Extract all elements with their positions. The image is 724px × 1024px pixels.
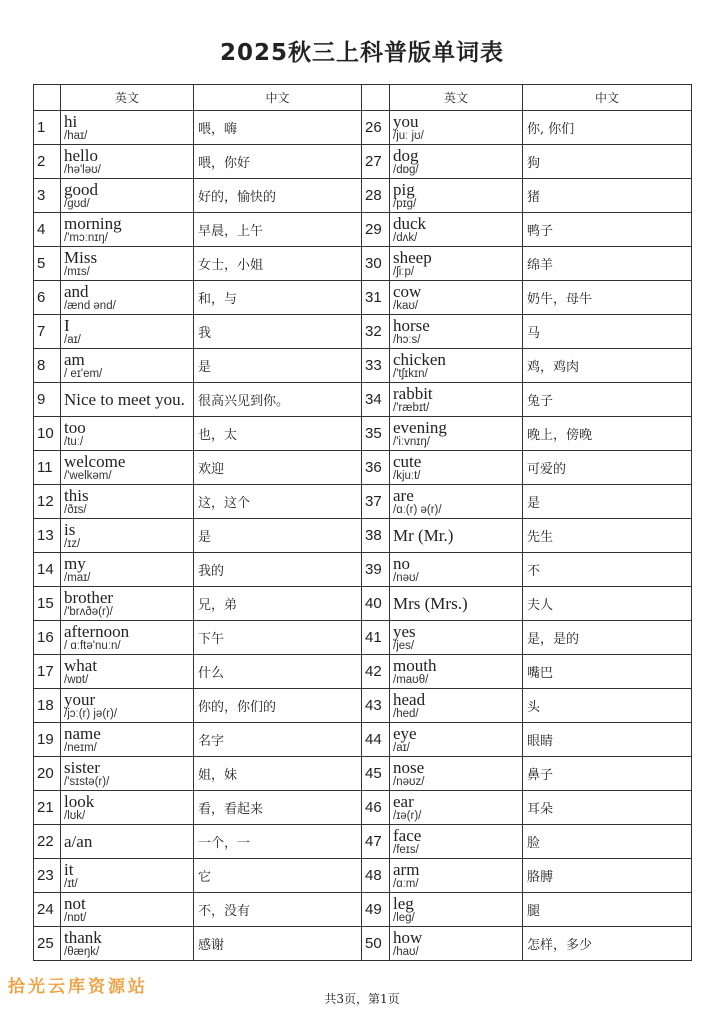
- english-word: are: [393, 485, 414, 505]
- english-word: Miss: [64, 247, 98, 267]
- english-word: arm: [393, 859, 420, 879]
- word-number: 36: [362, 451, 390, 485]
- english-word: this: [64, 485, 89, 505]
- word-chinese: 晚上，傍晚: [523, 417, 692, 451]
- word-english: [390, 791, 523, 825]
- word-chinese: 夫人: [523, 587, 692, 621]
- table-row: [34, 689, 692, 723]
- phonetic: /ɑː(r) ə(r)/: [393, 503, 442, 516]
- word-chinese: 头: [523, 689, 692, 723]
- table-row: [34, 213, 692, 247]
- word-chinese: 感谢: [194, 927, 362, 961]
- english-word: chicken: [393, 349, 446, 369]
- table-row: [34, 179, 692, 213]
- table-row: [34, 417, 692, 451]
- word-chinese: 你, 你们: [523, 111, 692, 145]
- word-chinese: 我: [194, 315, 362, 349]
- phonetic: /'iːvnɪŋ/: [393, 435, 430, 448]
- phonetic: /haɪ/: [64, 129, 88, 142]
- english-word: leg: [393, 893, 414, 913]
- word-english: [390, 451, 523, 485]
- word-english: [61, 315, 194, 349]
- word-chinese: 兔子: [523, 383, 692, 417]
- english-word: afternoon: [64, 621, 130, 641]
- table-row: [34, 553, 692, 587]
- word-chinese: 先生: [523, 519, 692, 553]
- word-chinese: 什么: [194, 655, 362, 689]
- word-chinese: 我的: [194, 553, 362, 587]
- table-header-row: [34, 85, 692, 111]
- word-english: [390, 315, 523, 349]
- phonetic: /ɪz/: [64, 537, 81, 550]
- phonetic: /gʊd/: [64, 197, 90, 210]
- english-word: ear: [393, 791, 414, 811]
- table-row: [34, 927, 692, 961]
- word-english: [390, 417, 523, 451]
- word-chinese: 绵羊: [523, 247, 692, 281]
- word-english: [61, 383, 194, 417]
- word-number: 30: [362, 247, 390, 281]
- word-chinese: 好的，愉快的: [194, 179, 362, 213]
- word-english: [61, 757, 194, 791]
- word-chinese: 名字: [194, 723, 362, 757]
- word-chinese: 鼻子: [523, 757, 692, 791]
- word-number: 45: [362, 757, 390, 791]
- phonetic: /jes/: [393, 639, 415, 652]
- table-row: [34, 791, 692, 825]
- english-word: how: [393, 927, 423, 947]
- phonetic: /aɪ/: [393, 741, 410, 754]
- english-word: it: [64, 859, 74, 879]
- phonetic: /nɒt/: [64, 911, 87, 924]
- word-english: [61, 485, 194, 519]
- english-word: too: [64, 417, 86, 437]
- word-english: [61, 655, 194, 689]
- header-english: 英文: [61, 85, 194, 111]
- table-row: [34, 859, 692, 893]
- english-word: my: [64, 553, 86, 573]
- word-english: [61, 111, 194, 145]
- word-chinese: 眼睛: [523, 723, 692, 757]
- word-chinese: 是: [523, 485, 692, 519]
- word-english: [61, 519, 194, 553]
- word-chinese: 喂，你好: [194, 145, 362, 179]
- english-word: head: [393, 689, 426, 709]
- phonetic: /lʊk/: [64, 809, 86, 822]
- phonetic: /hə'ləʊ/: [64, 163, 101, 176]
- phonetic: /ɑːm/: [393, 877, 419, 890]
- english-word: hi: [64, 111, 78, 131]
- word-number: 6: [34, 281, 61, 315]
- english-word: cow: [393, 281, 422, 301]
- phonetic: /wɒt/: [64, 673, 89, 686]
- header-number: [34, 85, 61, 111]
- word-number: 15: [34, 587, 61, 621]
- word-number: 21: [34, 791, 61, 825]
- english-word: am: [64, 349, 85, 369]
- word-chinese: 猪: [523, 179, 692, 213]
- page-title: 2025秋三上科普版单词表: [219, 40, 504, 66]
- word-number: 22: [34, 825, 61, 859]
- word-number: 13: [34, 519, 61, 553]
- table-row: [34, 757, 692, 791]
- word-english: [390, 213, 523, 247]
- word-number: 17: [34, 655, 61, 689]
- english-word: duck: [393, 213, 427, 233]
- word-english: [61, 281, 194, 315]
- phonetic: /'welkəm/: [64, 469, 112, 482]
- english-word: good: [64, 179, 98, 199]
- table-row: [34, 383, 692, 417]
- phonetic: /'ræbɪt/: [393, 401, 430, 414]
- word-chinese: 你的，你们的: [194, 689, 362, 723]
- phonetic: /nəʊz/: [393, 775, 425, 788]
- english-word: look: [64, 791, 95, 811]
- word-english: [61, 451, 194, 485]
- phonetic: /haʊ/: [393, 945, 419, 958]
- english-word: brother: [64, 587, 114, 607]
- table-row: [34, 451, 692, 485]
- word-chinese: 兄，弟: [194, 587, 362, 621]
- word-chinese: 嘴巴: [523, 655, 692, 689]
- word-chinese: 很高兴见到你。: [194, 383, 362, 417]
- english-word: what: [64, 655, 98, 675]
- word-number: 26: [362, 111, 390, 145]
- word-number: 40: [362, 587, 390, 621]
- word-english: [390, 111, 523, 145]
- word-chinese: 鸭子: [523, 213, 692, 247]
- word-chinese: 脸: [523, 825, 692, 859]
- phonetic: / ɑːftə'nuːn/: [64, 639, 121, 652]
- header-chinese: 中文: [194, 85, 362, 111]
- word-number: 25: [34, 927, 61, 961]
- english-word: your: [64, 689, 96, 709]
- word-number: 28: [362, 179, 390, 213]
- word-chinese: 是，是的: [523, 621, 692, 655]
- word-english: [390, 859, 523, 893]
- header-english: 英文: [390, 85, 523, 111]
- table-row: [34, 281, 692, 315]
- table-row: [34, 587, 692, 621]
- word-chinese: 马: [523, 315, 692, 349]
- word-chinese: 奶牛，母牛: [523, 281, 692, 315]
- word-english: [61, 349, 194, 383]
- english-word: evening: [393, 417, 447, 437]
- word-chinese: 女士，小姐: [194, 247, 362, 281]
- word-english: [390, 485, 523, 519]
- word-chinese: 早晨，上午: [194, 213, 362, 247]
- english-word: is: [64, 519, 76, 539]
- word-chinese: 是: [194, 519, 362, 553]
- word-english: [61, 723, 194, 757]
- word-number: 5: [34, 247, 61, 281]
- word-number: 27: [362, 145, 390, 179]
- word-english: [61, 791, 194, 825]
- word-chinese: 怎样，多少: [523, 927, 692, 961]
- word-number: 32: [362, 315, 390, 349]
- phonetic: /ʃiːp/: [393, 265, 415, 278]
- table-row: [34, 893, 692, 927]
- word-english: [61, 689, 194, 723]
- word-english: [390, 383, 523, 417]
- phonetic: /'mɔːnɪŋ/: [64, 231, 108, 244]
- table-row: [34, 621, 692, 655]
- word-english: [390, 689, 523, 723]
- word-number: 47: [362, 825, 390, 859]
- word-english: [61, 587, 194, 621]
- table-row: [34, 349, 692, 383]
- word-chinese: 一个，一: [194, 825, 362, 859]
- word-number: 16: [34, 621, 61, 655]
- vocabulary-table: [33, 84, 692, 961]
- english-word: horse: [393, 315, 430, 335]
- word-english: [61, 893, 194, 927]
- word-chinese: 和，与: [194, 281, 362, 315]
- word-number: 37: [362, 485, 390, 519]
- word-chinese: 不: [523, 553, 692, 587]
- word-number: 7: [34, 315, 61, 349]
- word-english: [390, 621, 523, 655]
- english-word: face: [393, 825, 422, 845]
- phonetic: /'sɪstə(r)/: [64, 775, 110, 788]
- english-word: Nice to meet you.: [64, 390, 185, 409]
- english-word: no: [393, 553, 410, 573]
- phonetic: /mɪs/: [64, 265, 90, 278]
- english-word: Mrs (Mrs.): [393, 594, 468, 613]
- english-word: yes: [393, 621, 416, 641]
- english-word: dog: [393, 145, 419, 165]
- phonetic: /hed/: [393, 707, 419, 720]
- phonetic: /maʊθ/: [393, 673, 429, 686]
- english-word: nose: [393, 757, 425, 777]
- word-english: [390, 927, 523, 961]
- english-word: thank: [64, 927, 102, 947]
- phonetic: /ɪt/: [64, 877, 78, 890]
- phonetic: /'brʌðə(r)/: [64, 605, 113, 618]
- word-number: 43: [362, 689, 390, 723]
- word-number: 12: [34, 485, 61, 519]
- word-english: [390, 655, 523, 689]
- word-number: 1: [34, 111, 61, 145]
- table-row: [34, 111, 692, 145]
- word-number: 20: [34, 757, 61, 791]
- english-word: sheep: [393, 247, 432, 267]
- word-chinese: 喂，嗨: [194, 111, 362, 145]
- phonetic: / eɪ'em/: [64, 367, 103, 380]
- word-english: [61, 417, 194, 451]
- english-word: a/an: [64, 832, 93, 851]
- table-row: [34, 247, 692, 281]
- word-number: 31: [362, 281, 390, 315]
- word-chinese: 腿: [523, 893, 692, 927]
- phonetic: /neɪm/: [64, 741, 97, 754]
- word-english: [390, 519, 523, 553]
- word-number: 44: [362, 723, 390, 757]
- phonetic: /maɪ/: [64, 571, 91, 584]
- word-chinese: 姐，妹: [194, 757, 362, 791]
- word-number: 19: [34, 723, 61, 757]
- english-word: not: [64, 893, 86, 913]
- word-chinese: 鸡，鸡肉: [523, 349, 692, 383]
- phonetic: /leg/: [393, 911, 415, 924]
- word-number: 9: [34, 383, 61, 417]
- table-row: [34, 825, 692, 859]
- english-word: name: [64, 723, 101, 743]
- english-word: cute: [393, 451, 422, 471]
- word-english: [390, 893, 523, 927]
- word-number: 10: [34, 417, 61, 451]
- word-english: [61, 213, 194, 247]
- phonetic: /dɒg/: [393, 163, 419, 176]
- phonetic: /'tʃɪkɪn/: [393, 367, 428, 380]
- english-word: welcome: [64, 451, 126, 471]
- word-english: [61, 859, 194, 893]
- phonetic: /ænd ənd/: [64, 299, 116, 312]
- word-number: 24: [34, 893, 61, 927]
- word-number: 46: [362, 791, 390, 825]
- phonetic: /pɪg/: [393, 197, 417, 210]
- english-word: eye: [393, 723, 417, 743]
- word-english: [61, 179, 194, 213]
- word-number: 38: [362, 519, 390, 553]
- phonetic: /hɔːs/: [393, 333, 421, 346]
- word-number: 23: [34, 859, 61, 893]
- header-chinese: 中文: [523, 85, 692, 111]
- watermark: 拾光云库资源站: [8, 977, 148, 997]
- phonetic: /feɪs/: [393, 843, 419, 856]
- word-english: [390, 179, 523, 213]
- phonetic: /nəʊ/: [393, 571, 419, 584]
- word-chinese: 是: [194, 349, 362, 383]
- word-number: 34: [362, 383, 390, 417]
- word-chinese: 这，这个: [194, 485, 362, 519]
- word-english: [61, 145, 194, 179]
- word-english: [390, 825, 523, 859]
- word-number: 41: [362, 621, 390, 655]
- table-row: [34, 655, 692, 689]
- word-number: 35: [362, 417, 390, 451]
- word-chinese: 狗: [523, 145, 692, 179]
- word-number: 39: [362, 553, 390, 587]
- phonetic: /ɪə(r)/: [393, 809, 422, 822]
- english-word: mouth: [393, 655, 437, 675]
- word-number: 18: [34, 689, 61, 723]
- english-word: rabbit: [393, 383, 433, 403]
- word-english: [61, 927, 194, 961]
- word-chinese: 它: [194, 859, 362, 893]
- word-number: 29: [362, 213, 390, 247]
- header-number: [362, 85, 390, 111]
- word-english: [61, 247, 194, 281]
- word-english: [390, 757, 523, 791]
- word-chinese: 耳朵: [523, 791, 692, 825]
- word-english: [61, 553, 194, 587]
- word-english: [390, 587, 523, 621]
- word-chinese: 看，看起来: [194, 791, 362, 825]
- page-footer: 共3页，第1页: [324, 992, 400, 1006]
- english-word: you: [393, 111, 419, 131]
- word-chinese: 下午: [194, 621, 362, 655]
- english-word: Mr (Mr.): [393, 526, 454, 545]
- table-row: [34, 315, 692, 349]
- word-number: 33: [362, 349, 390, 383]
- word-number: 42: [362, 655, 390, 689]
- word-number: 50: [362, 927, 390, 961]
- word-number: 2: [34, 145, 61, 179]
- word-english: [390, 723, 523, 757]
- table-row: [34, 519, 692, 553]
- word-english: [61, 825, 194, 859]
- english-word: sister: [64, 757, 100, 777]
- word-chinese: 欢迎: [194, 451, 362, 485]
- word-english: [390, 553, 523, 587]
- english-word: pig: [393, 179, 415, 199]
- english-word: morning: [64, 213, 122, 233]
- word-number: 8: [34, 349, 61, 383]
- phonetic: /juː jʊ/: [393, 129, 424, 142]
- table-row: [34, 485, 692, 519]
- phonetic: /aɪ/: [64, 333, 81, 346]
- phonetic: /θæŋk/: [64, 945, 100, 958]
- word-chinese: 也，太: [194, 417, 362, 451]
- table-row: [34, 723, 692, 757]
- word-english: [61, 621, 194, 655]
- english-word: and: [64, 281, 89, 301]
- english-word: hello: [64, 145, 98, 165]
- word-chinese: 不，没有: [194, 893, 362, 927]
- word-english: [390, 349, 523, 383]
- table-row: [34, 145, 692, 179]
- word-chinese: 胳膊: [523, 859, 692, 893]
- english-word: I: [64, 315, 70, 335]
- word-number: 14: [34, 553, 61, 587]
- phonetic: /kjuːt/: [393, 469, 421, 482]
- word-english: [390, 281, 523, 315]
- word-english: [390, 145, 523, 179]
- phonetic: /ðɪs/: [64, 503, 87, 516]
- phonetic: /tuː/: [64, 435, 84, 448]
- word-number: 49: [362, 893, 390, 927]
- word-chinese: 可爱的: [523, 451, 692, 485]
- phonetic: /dʌk/: [393, 231, 418, 244]
- phonetic: /kaʊ/: [393, 299, 419, 312]
- word-english: [390, 247, 523, 281]
- word-number: 48: [362, 859, 390, 893]
- word-number: 4: [34, 213, 61, 247]
- phonetic: /jɔː(r) jə(r)/: [64, 707, 118, 720]
- word-number: 11: [34, 451, 61, 485]
- word-number: 3: [34, 179, 61, 213]
